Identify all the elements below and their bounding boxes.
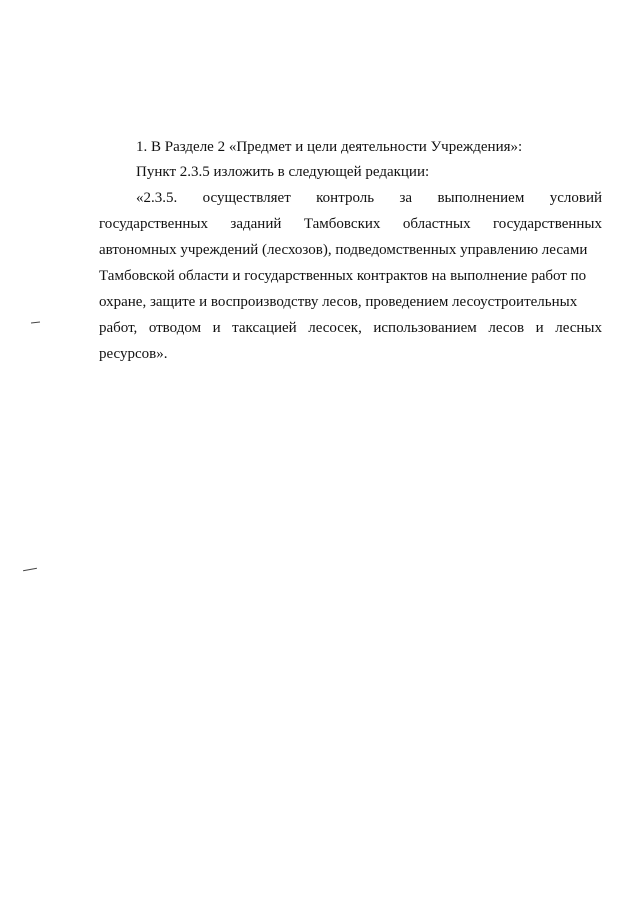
scan-mark — [23, 568, 37, 571]
paragraph-word: и — [212, 320, 221, 336]
paragraph-word: работ, — [99, 320, 138, 336]
paragraph-line-3: автономных учреждений (лесхозов), подведомственных управлению лесами — [99, 242, 588, 258]
paragraph-word: осуществляет — [202, 190, 291, 206]
paragraph-word: условий — [549, 190, 602, 206]
paragraph-line-7: ресурсов». — [99, 346, 168, 362]
paragraph-word: областных — [402, 216, 471, 232]
paragraph-line-4: Тамбовской области и государственных контрактов на выполнение работ по — [99, 268, 587, 284]
paragraph-word: государственных — [493, 216, 602, 232]
section-heading-line: 1. В Разделе 2 «Предмет и цели деятельности Учреждения»: — [136, 139, 523, 155]
paragraph-word: государственных — [99, 216, 208, 232]
instruction-line: Пункт 2.3.5 изложить в следующей редакции: — [136, 164, 430, 180]
paragraph-word: отводом — [148, 320, 202, 336]
paragraph-word: «2.3.5. — [136, 190, 178, 206]
paragraph-word: Тамбовских — [303, 216, 381, 232]
paragraph-word: выполнением — [437, 190, 525, 206]
paragraph-word: за — [399, 190, 413, 206]
paragraph-line-6 — [99, 318, 602, 338]
scan-mark — [31, 322, 40, 324]
paragraph-word: заданий — [230, 216, 282, 232]
paragraph-line-5: охране, защите и воспроизводству лесов, проведением лесоустроительных — [99, 294, 578, 310]
paragraph-line-1 — [136, 188, 602, 208]
paragraph-word: лесных — [555, 320, 602, 336]
paragraph-word: лесосек, — [308, 320, 362, 336]
paragraph-line-2 — [99, 214, 602, 234]
paragraph-word: лесов — [488, 320, 525, 336]
paragraph-word: таксацией — [232, 320, 297, 336]
paragraph-word: использованием — [373, 320, 477, 336]
paragraph-word: контроль — [316, 190, 375, 206]
paragraph-word: и — [535, 320, 544, 336]
